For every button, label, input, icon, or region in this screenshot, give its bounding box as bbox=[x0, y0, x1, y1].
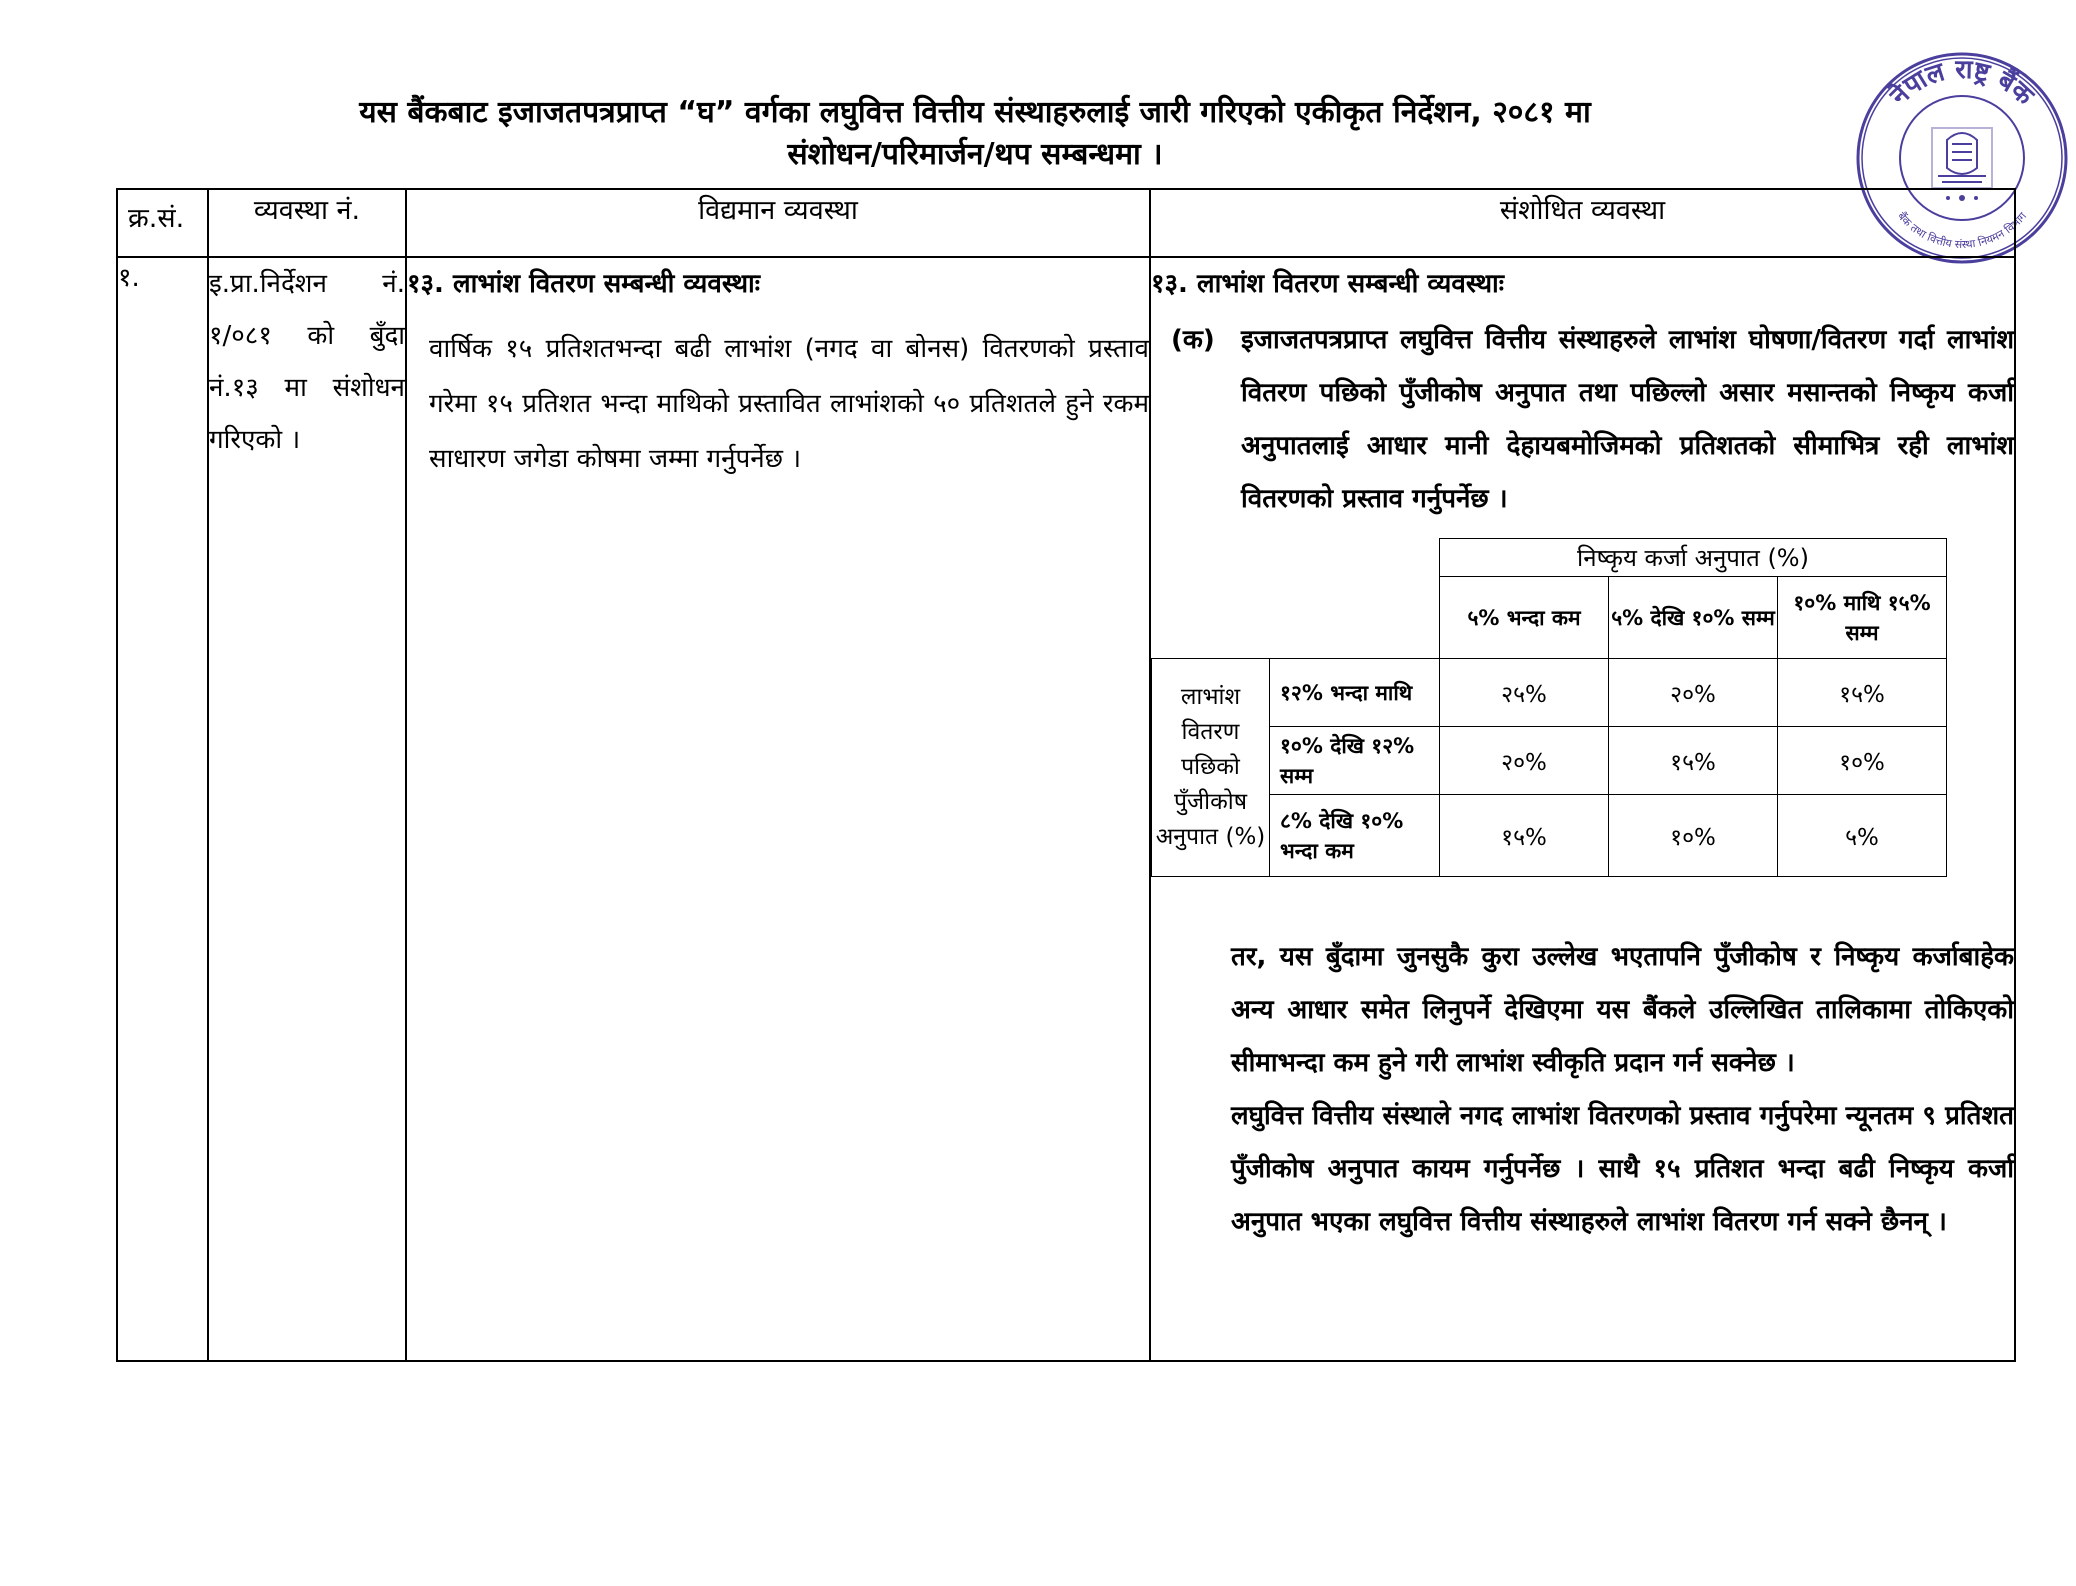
table-header-row bbox=[117, 189, 2015, 257]
npl-cell: २०% bbox=[1609, 659, 1778, 727]
npl-table-wrap bbox=[1151, 526, 2014, 931]
npl-col-header: १०% माथि १५% सम्म bbox=[1778, 577, 1947, 659]
header-existing-provision: विद्यमान व्यवस्था bbox=[406, 189, 1150, 257]
existing-text: वार्षिक १५ प्रतिशतभन्दा बढी लाभांश (नगद वा बोनस) वितरणको प्रस्ताव गरेमा १५ प्रतिशत भन्दा माथिको प्रस्तावित लाभांशको ५० प्रतिशतले हुने रकम साधारण जगेडा कोषमा जम्मा गर्नुपर्नेछ । bbox=[429, 334, 1149, 474]
amended-provision-cell bbox=[1150, 257, 2015, 1361]
amended-para-2: लघुवित्त वित्तीय संस्थाले नगद लाभांश वितरणको प्रस्ताव गर्नुपरेमा न्यूनतम ९ प्रतिशत पुँजीकोष अनुपात कायम गर्नुपर्नेछ । साथै १५ प्रतिशत भन्दा बढी निष्कृय कर्जा अनुपात भएका लघुवित्त वित्तीय संस्थाहरुले लाभांश वितरण गर्न सक्ने छैनन् । bbox=[1231, 1101, 2014, 1237]
npl-cell: २५% bbox=[1440, 659, 1609, 727]
amendment-table bbox=[116, 188, 2016, 1362]
svg-text:नेपाल राष्ट्र बैंक bbox=[1883, 55, 2040, 112]
npl-row-label: १२% भन्दा माथि bbox=[1270, 659, 1440, 727]
header-amended-provision: संशोधित व्यवस्था bbox=[1150, 189, 2015, 257]
clause-ka-label: (क) bbox=[1171, 325, 1215, 355]
header-provision-number: व्यवस्था नं. bbox=[208, 189, 406, 257]
npl-cell: ५% bbox=[1778, 795, 1947, 877]
npl-cell: १५% bbox=[1609, 727, 1778, 795]
seal-bottom-text: बैंक तथा वित्तीय संस्था नियमन विभाग bbox=[1894, 209, 2030, 252]
npl-row-label: ८% देखि १०% भन्दा कम bbox=[1270, 795, 1440, 877]
npl-row-label: १०% देखि १२% सम्म bbox=[1270, 727, 1440, 795]
npl-cell: १५% bbox=[1440, 795, 1609, 877]
row-serial-number: १. bbox=[117, 257, 208, 1361]
npl-col-header: ५% भन्दा कम bbox=[1440, 577, 1609, 659]
amended-heading: १३. लाभांश वितरण सम्बन्धी व्यवस्थाः bbox=[1151, 269, 1505, 299]
header-serial-number: क्र.सं. bbox=[117, 189, 208, 257]
npl-cell: १०% bbox=[1609, 795, 1778, 877]
title-line-1: यस बैंकबाट इजाजतपत्रप्राप्त “घ” वर्गका लघुवित्त वित्तीय संस्थाहरुलाई जारी गरिएको एकीकृत निर्देशन, २०८१ मा bbox=[359, 95, 1591, 130]
seal-top-text: नेपाल राष्ट्र बैंक bbox=[1884, 54, 2040, 112]
title-line-2: संशोधन/परिमार्जन/थप सम्बन्धमा । bbox=[787, 137, 1163, 172]
existing-provision-cell bbox=[406, 257, 1150, 1361]
npl-cell: १०% bbox=[1778, 727, 1947, 795]
existing-heading: १३. लाभांश वितरण सम्बन्धी व्यवस्थाः bbox=[407, 269, 761, 299]
npl-cell: १५% bbox=[1778, 659, 1947, 727]
clause-ka bbox=[1151, 314, 2014, 526]
npl-cell: २०% bbox=[1440, 727, 1609, 795]
dividend-limit-table bbox=[1151, 538, 2076, 877]
row-provision-number: इ.प्रा.निर्देशन नं. १/०८१ को बुँदा नं.१३ मा संशोधन गरिएको । bbox=[208, 257, 406, 1361]
clause-ka-text: इजाजतपत्रप्राप्त लघुवित्त वित्तीय संस्थाहरुले लाभांश घोषणा/वितरण गर्दा लाभांश वितरण पछिको पुँजीकोष अनुपात तथा पछिल्लो असार मसान्तको निष्कृय कर्जा अनुपातलाई आधार मानी देहायबमोजिमको प्रतिशतको सीमाभित्र रही लाभांश वितरणको प्रस्ताव गर्नुपर्नेछ । bbox=[1241, 325, 2014, 514]
npl-row-group: लाभांश वितरण पछिको पुँजीकोष अनुपात (%) bbox=[1152, 659, 1270, 877]
amended-para-1: तर, यस बुँदामा जुनसुकै कुरा उल्लेख भएतापनि पुँजीकोष र निष्कृय कर्जाबाहेक अन्य आधार समेत लिनुपर्ने देखिएमा यस बैंकले उल्लिखित तालिकामा तोकिएको सीमाभन्दा कम हुने गरी लाभांश स्वीकृति प्रदान गर्न सक्नेछ । bbox=[1231, 942, 2014, 1078]
npl-col-header: ५% देखि १०% सम्म bbox=[1609, 577, 1778, 659]
amended-notes bbox=[1151, 931, 2014, 1249]
table-row bbox=[117, 257, 2015, 1361]
document-title bbox=[150, 92, 1800, 176]
npl-top-header: निष्कृय कर्जा अनुपात (%) bbox=[1440, 539, 1947, 577]
